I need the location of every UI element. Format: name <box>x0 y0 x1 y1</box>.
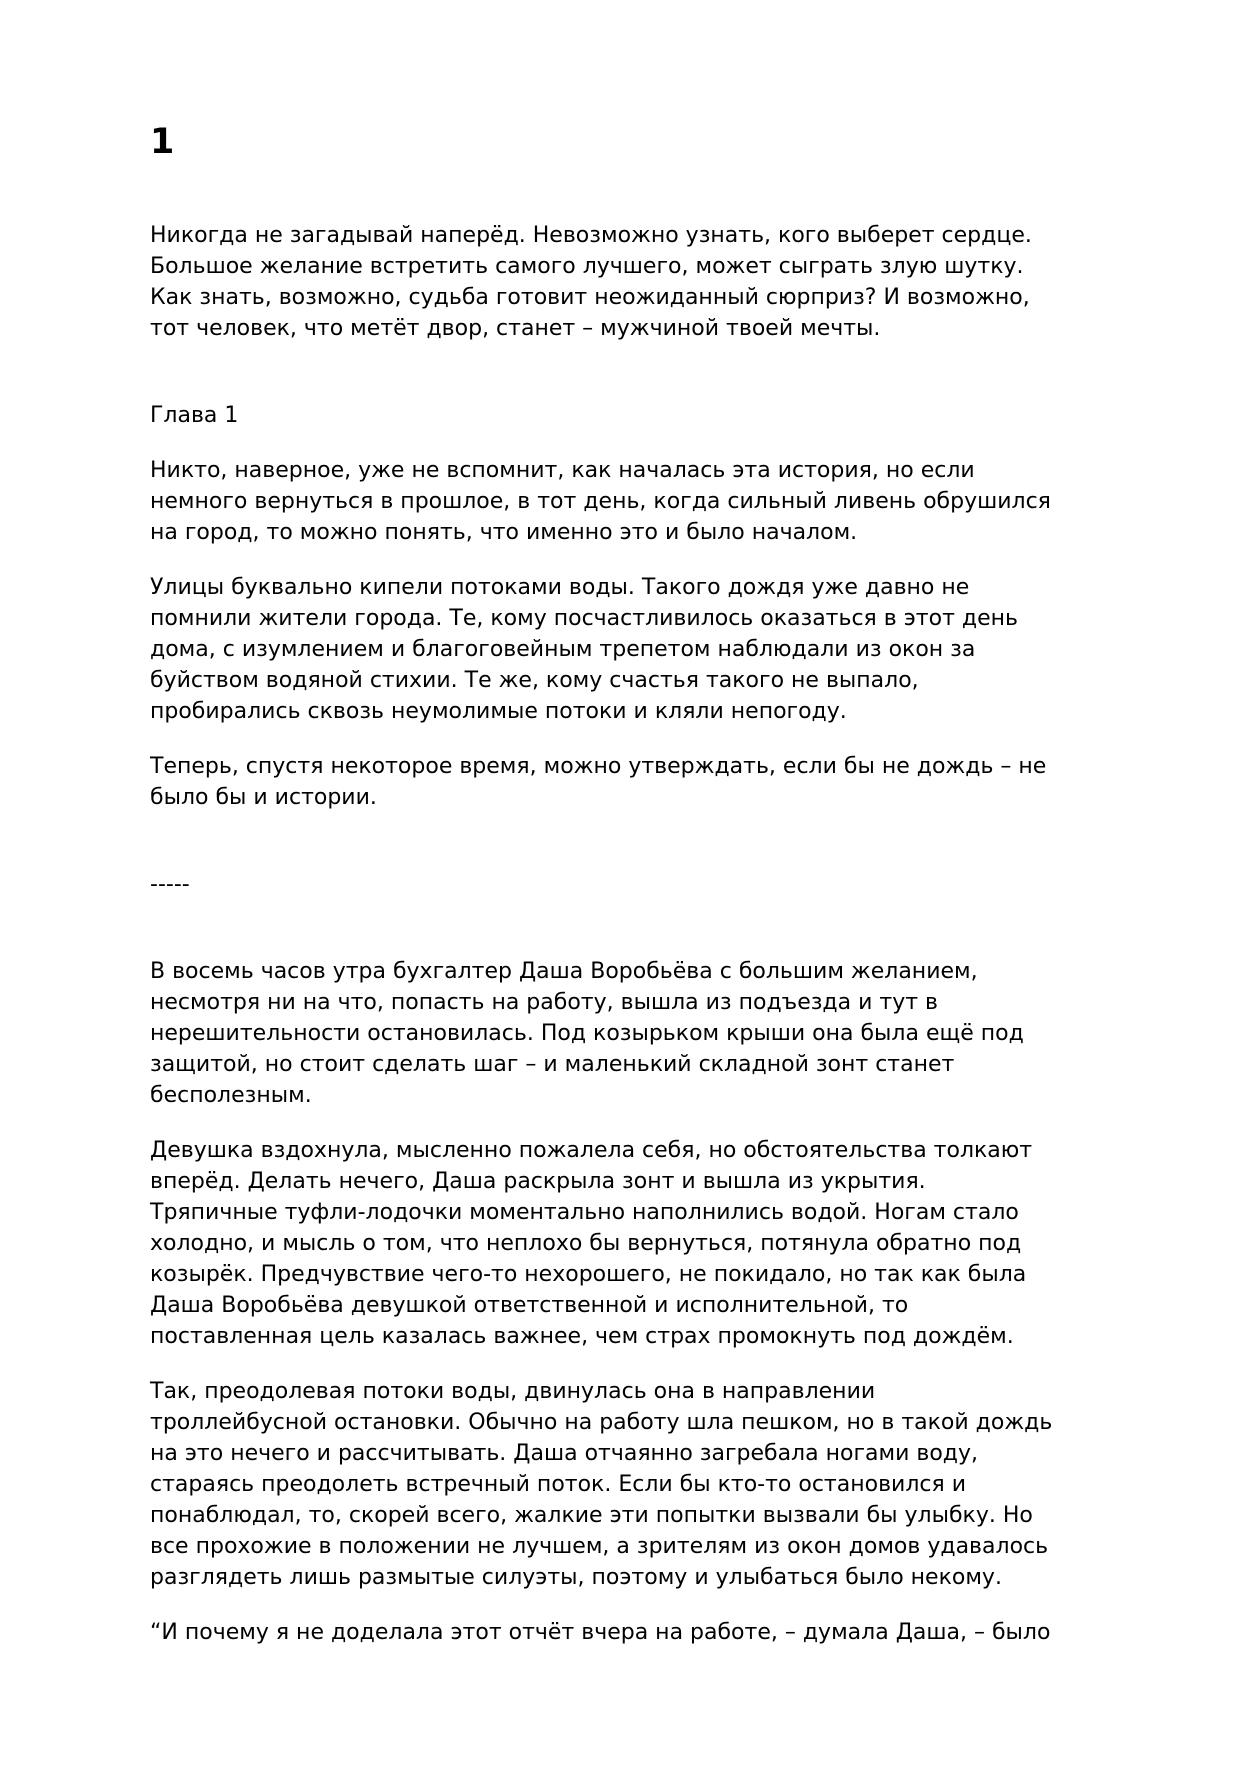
text-line: было бы и истории. <box>150 785 377 810</box>
section-separator <box>150 869 1110 900</box>
text-line: Теперь, спустя некоторое время, можно утверждать, если бы не дождь – не <box>150 754 1047 779</box>
text-line: разглядеть лишь размытые силуэты, поэтому и улыбаться было некому. <box>150 1565 1002 1590</box>
text-line: В восемь часов утра бухгалтер Даша Воробьёва с большим желанием, <box>150 959 978 984</box>
text-line: бесполезным. <box>150 1083 312 1108</box>
text-line: холодно, и мысль о том, что неплохо бы вернуться, потянула обратно под <box>150 1231 1022 1256</box>
text-line: помнили жители города. Те, кому посчастливилось оказаться в этот день <box>150 606 1018 631</box>
text-line: нерешительности остановилась. Под козырьком крыши она была ещё под <box>150 1021 1024 1046</box>
text-line: тот человек, что метёт двор, станет – мужчиной твоей мечты. <box>150 316 881 341</box>
text-line: Улицы буквально кипели потоками воды. Такого дождя уже давно не <box>150 575 970 600</box>
text-line: на это нечего и рассчитывать. Даша отчаянно загребала ногами воду, <box>150 1441 979 1466</box>
chapter-title <box>150 400 1110 431</box>
text-line: защитой, но стоит сделать шаг – и маленький складной зонт станет <box>150 1052 955 1077</box>
paragraph <box>150 1135 1110 1352</box>
paragraph <box>150 751 1110 813</box>
text-line: Даша Воробьёва девушкой ответственной и исполнительной, то <box>150 1293 909 1318</box>
text-line: Никогда не загадывай наперёд. Невозможно узнать, кого выберет сердце. <box>150 223 1032 248</box>
text-line: троллейбусной остановки. Обычно на работу шла пешком, но в такой дождь <box>150 1410 1053 1435</box>
text-line: Девушка вздохнула, мысленно пожалела себя, но обстоятельства толкают <box>150 1138 1033 1163</box>
text-line: козырёк. Предчувствие чего-то нехорошего, не покидало, но так как была <box>150 1262 1027 1287</box>
text-line: дома, с изумлением и благоговейным трепетом наблюдали из окон за <box>150 637 976 662</box>
paragraph <box>150 455 1110 548</box>
text-line: “И почему я не доделала этот отчёт вчера на работе, – думала Даша, – было <box>150 1620 1051 1645</box>
text-line: буйством водяной стихии. Те же, кому счастья такого не выпало, <box>150 668 919 693</box>
text-line: немного вернуться в прошлое, в тот день, когда сильный ливень обрушился <box>150 489 1051 514</box>
text-line: Большое желание встретить самого лучшего, может сыграть злую шутку. <box>150 254 1024 279</box>
text-line: все прохожие в положении не лучшем, а зрителям из окон домов удавалось <box>150 1534 1049 1559</box>
text-line: Тряпичные туфли-лодочки моментально наполнились водой. Ногам стало <box>150 1200 1019 1225</box>
paragraph <box>150 956 1110 1111</box>
text-line: Так, преодолевая потоки воды, двинулась она в направлении <box>150 1379 876 1404</box>
page-heading: 1 <box>150 122 175 162</box>
text-line: Как знать, возможно, судьба готовит неожиданный сюрприз? И возможно, <box>150 285 1030 310</box>
text-line: на город, то можно понять, что именно это и было началом. <box>150 520 858 545</box>
text-line: несмотря ни на что, попасть на работу, вышла из подъезда и тут в <box>150 990 939 1015</box>
paragraph <box>150 1376 1110 1593</box>
document-body <box>150 220 1110 1672</box>
text-line: Никто, наверное, уже не вспомнит, как началась эта история, но если <box>150 458 975 483</box>
text-line: пробирались сквозь неумолимые потоки и кляли непогоду. <box>150 699 847 724</box>
text-line: вперёд. Делать нечего, Даша раскрыла зонт и вышла из укрытия. <box>150 1169 926 1194</box>
paragraph <box>150 572 1110 727</box>
text-line: понаблюдал, то, скорей всего, жалкие эти попытки вызвали бы улыбку. Но <box>150 1503 1033 1528</box>
chapter-title-text: Глава 1 <box>150 403 239 428</box>
epigraph <box>150 220 1110 344</box>
text-line: стараясь преодолеть встречный поток. Если бы кто-то остановился и <box>150 1472 967 1497</box>
paragraph <box>150 1617 1110 1648</box>
separator-text: ----- <box>150 872 190 897</box>
text-line: поставленная цель казалась важнее, чем страх промокнуть под дождём. <box>150 1324 1014 1349</box>
